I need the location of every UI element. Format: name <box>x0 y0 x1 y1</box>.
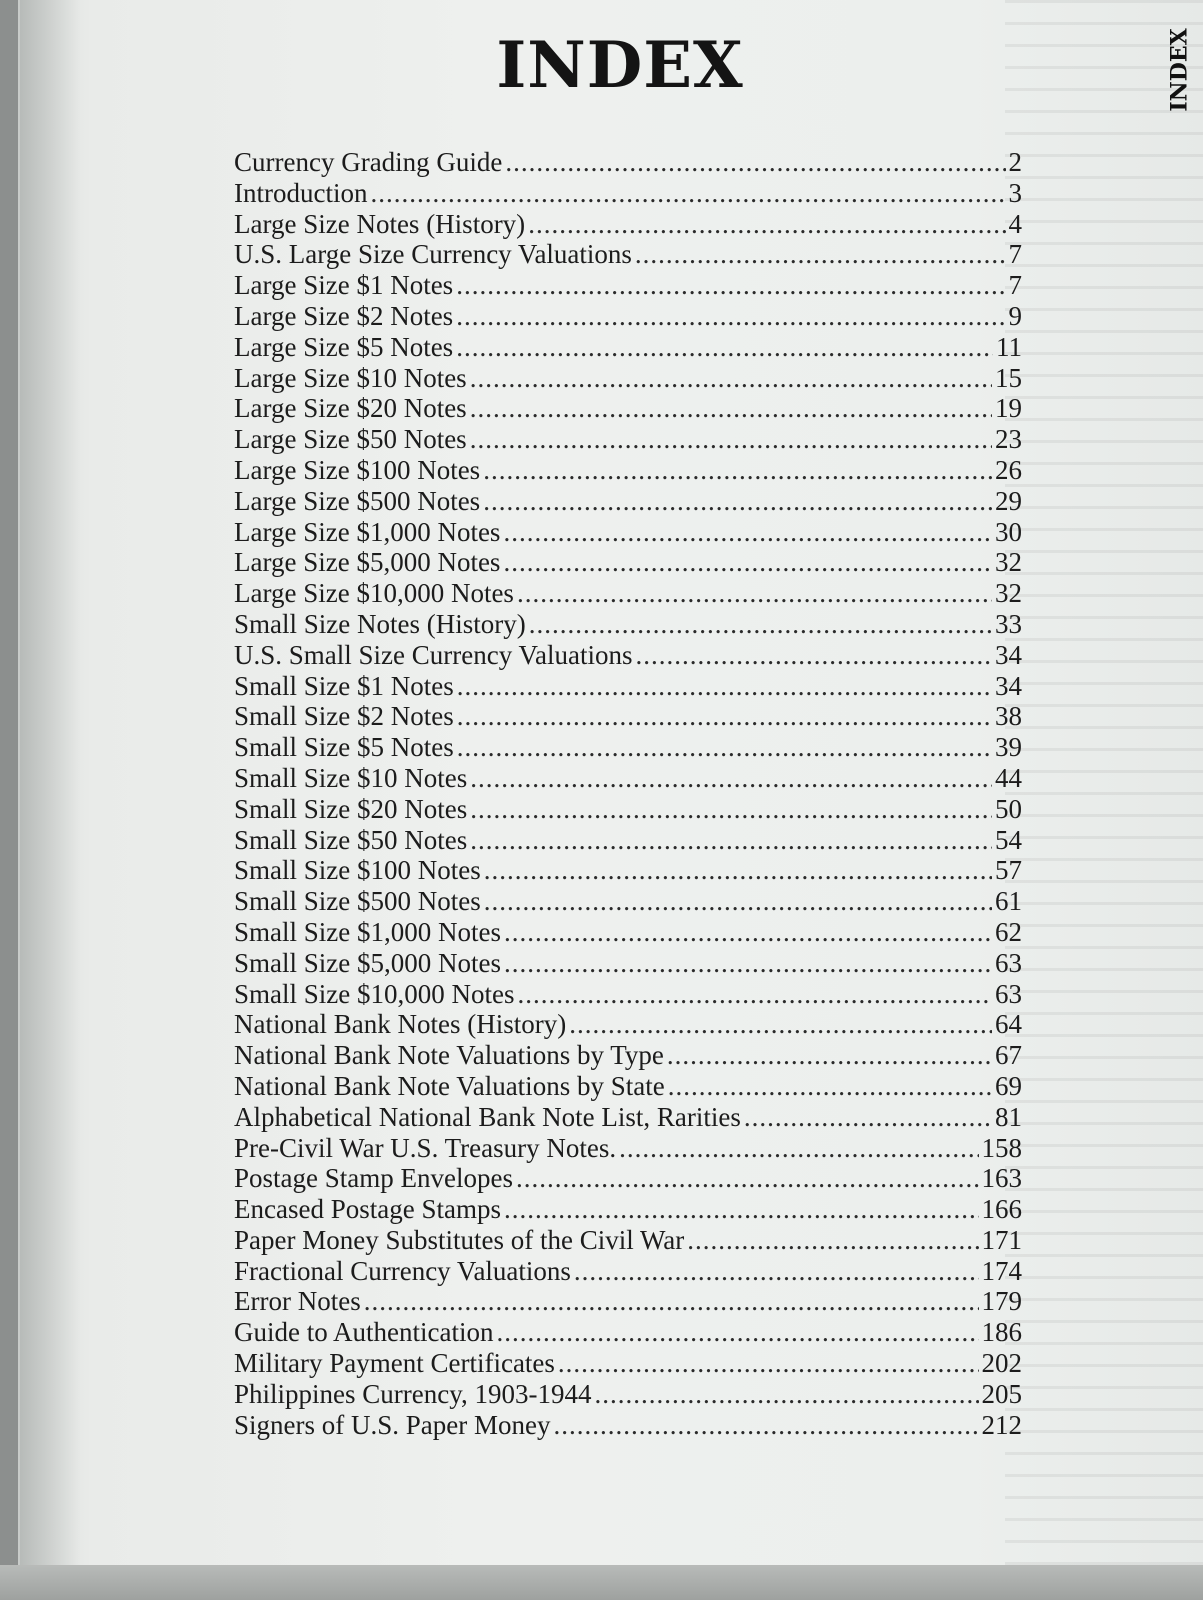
leader-dots <box>558 1348 979 1379</box>
page-gutter-shadow <box>20 0 80 1565</box>
leader-dots <box>635 640 992 671</box>
index-entry-label: Large Size $5,000 Notes <box>234 547 501 578</box>
index-entry <box>234 1225 1022 1256</box>
leader-dots <box>517 979 992 1010</box>
leader-dots <box>483 486 992 517</box>
leader-dots <box>457 732 992 763</box>
index-entry-label: Large Size $50 Notes <box>234 424 467 455</box>
leader-dots <box>470 763 992 794</box>
index-entry-label: Error Notes <box>234 1286 361 1317</box>
index-entry-page-number: 62 <box>995 916 1022 947</box>
index-entry <box>234 178 1022 209</box>
page-bottom-edge <box>0 1565 1203 1600</box>
index-entry-page-number: 2 <box>1008 147 1022 177</box>
side-tab-label: INDEX <box>1167 28 1194 112</box>
leader-dots <box>364 1286 979 1317</box>
index-entry-page-number: 57 <box>995 855 1022 886</box>
index-entry-label: Small Size $1 Notes <box>234 670 454 701</box>
index-entry <box>234 1348 1022 1379</box>
index-entry-label: Small Size Notes (History) <box>234 608 526 639</box>
index-entry-page-number: 50 <box>995 793 1022 824</box>
index-entry-page-number: 11 <box>996 331 1022 362</box>
leader-dots <box>484 886 992 917</box>
index-entry-label: Large Size Notes (History) <box>234 208 526 239</box>
index-entry-label: U.S. Small Size Currency Valuations <box>234 639 633 670</box>
leader-dots <box>619 1133 978 1164</box>
index-entry-label: Large Size $1,000 Notes <box>234 516 501 547</box>
index-entry-page-number: 166 <box>981 1194 1022 1225</box>
index-entry-label: Large Size $10,000 Notes <box>234 578 514 609</box>
leader-dots <box>504 1194 979 1225</box>
leader-dots <box>484 855 992 886</box>
index-entry <box>234 393 1022 424</box>
index-entry <box>234 1410 1022 1441</box>
index-entry <box>234 825 1022 856</box>
index-entry <box>234 1040 1022 1071</box>
index-entry <box>234 1163 1022 1194</box>
index-entry-label: Alphabetical National Bank Note List, Rarities <box>234 1101 741 1132</box>
index-entry-page-number: 205 <box>981 1378 1022 1409</box>
index-entry <box>234 732 1022 763</box>
index-entry-page-number: 32 <box>995 547 1022 578</box>
index-entry-label: Small Size $500 Notes <box>234 886 481 917</box>
index-entry-page-number: 44 <box>995 762 1022 793</box>
index-entry <box>234 455 1022 486</box>
leader-dots <box>516 1163 979 1194</box>
index-entry-label: Small Size $50 Notes <box>234 824 468 855</box>
index-entry-label: Paper Money Substitutes of the Civil War <box>234 1224 685 1255</box>
index-entry <box>234 517 1022 548</box>
index-entry <box>234 547 1022 578</box>
facing-page-bleed-through <box>1005 0 1203 1565</box>
leader-dots <box>635 239 1006 270</box>
index-entry <box>234 671 1022 702</box>
index-entry-page-number: 26 <box>995 454 1022 485</box>
leader-dots <box>553 1410 978 1441</box>
index-entry <box>234 948 1022 979</box>
leader-dots <box>667 1040 992 1071</box>
leader-dots <box>470 424 992 455</box>
leader-dots <box>503 517 992 548</box>
index-entry-label: Small Size $20 Notes <box>234 793 468 824</box>
index-entry <box>234 147 1022 178</box>
index-entry-label: Large Size $1 Notes <box>234 270 454 301</box>
index-entry-label: Large Size $2 Notes <box>234 300 454 331</box>
index-entry-page-number: 63 <box>995 978 1022 1009</box>
index-entry-page-number: 32 <box>995 578 1022 609</box>
index-entry <box>234 1379 1022 1410</box>
index-entry <box>234 1102 1022 1133</box>
index-entry-page-number: 38 <box>995 701 1022 732</box>
index-entry <box>234 1009 1022 1040</box>
index-entry-page-number: 30 <box>995 516 1022 547</box>
leader-dots <box>470 825 992 856</box>
index-entry-label: Large Size $10 Notes <box>234 362 467 393</box>
index-entry <box>234 794 1022 825</box>
index-entry <box>234 979 1022 1010</box>
index-entry-label: Philippines Currency, 1903-1944 <box>234 1378 592 1409</box>
index-entry <box>234 301 1022 332</box>
index-entry <box>234 609 1022 640</box>
index-entry-page-number: 33 <box>995 608 1022 639</box>
index-entry-page-number: 34 <box>995 639 1022 670</box>
index-entry-page-number: 202 <box>981 1348 1022 1379</box>
index-entry-page-number: 63 <box>995 947 1022 978</box>
leader-dots <box>668 1071 992 1102</box>
leader-dots <box>503 547 992 578</box>
index-entry-label: Military Payment Certificates <box>234 1348 555 1379</box>
leader-dots <box>483 455 992 486</box>
book-page <box>18 0 1203 1565</box>
index-entry-page-number: 174 <box>981 1255 1022 1286</box>
index-entry-label: National Bank Note Valuations by Type <box>234 1040 664 1071</box>
index-entry-label: National Bank Notes (History) <box>234 1009 567 1040</box>
leader-dots <box>470 393 992 424</box>
leader-dots <box>456 332 993 363</box>
index-entry <box>234 640 1022 671</box>
index-entry-label: Postage Stamp Envelopes <box>234 1163 513 1194</box>
index-entry-page-number: 7 <box>1008 239 1022 270</box>
index-entry <box>234 855 1022 886</box>
index-entry-page-number: 29 <box>995 485 1022 516</box>
leader-dots <box>456 301 1005 332</box>
leader-dots <box>504 917 992 948</box>
index-entry-page-number: 163 <box>981 1163 1022 1194</box>
index-entry <box>234 1286 1022 1317</box>
leader-dots <box>456 270 1005 301</box>
index-entry-page-number: 15 <box>995 362 1022 393</box>
leader-dots <box>569 1009 992 1040</box>
index-entry <box>234 1071 1022 1102</box>
leader-dots <box>457 701 992 732</box>
page-title: INDEX <box>496 28 744 103</box>
index-entry-page-number: 179 <box>981 1286 1022 1317</box>
leader-dots <box>470 794 992 825</box>
index-entry-label: Encased Postage Stamps <box>234 1194 501 1225</box>
index-entry-page-number: 34 <box>995 670 1022 701</box>
index-entry <box>234 701 1022 732</box>
leader-dots <box>505 147 1005 178</box>
leader-dots <box>528 209 1005 240</box>
index-entry-label: National Bank Note Valuations by State <box>234 1070 665 1101</box>
leader-dots <box>470 363 992 394</box>
index-entry <box>234 886 1022 917</box>
index-entry-page-number: 171 <box>981 1224 1022 1255</box>
side-thumb-tab <box>1160 20 1200 120</box>
index-entry-page-number: 4 <box>1008 208 1022 239</box>
index-entry-label: U.S. Large Size Currency Valuations <box>234 239 632 270</box>
index-entry-page-number: 9 <box>1008 300 1022 331</box>
index-entry <box>234 239 1022 270</box>
index-entry-page-number: 61 <box>995 886 1022 917</box>
leader-dots <box>504 948 992 979</box>
index-entry-page-number: 7 <box>1008 270 1022 301</box>
index-entry <box>234 763 1022 794</box>
index-entry-page-number: 186 <box>981 1317 1022 1348</box>
leader-dots <box>687 1225 978 1256</box>
index-entry-label: Large Size $5 Notes <box>234 331 454 362</box>
leader-dots <box>529 609 992 640</box>
index-entry-label: Small Size $5,000 Notes <box>234 947 501 978</box>
index-entry <box>234 1133 1022 1164</box>
index-entry-page-number: 81 <box>995 1101 1022 1132</box>
index-entry <box>234 486 1022 517</box>
index-entry-label: Small Size $10 Notes <box>234 762 468 793</box>
index-entry <box>234 209 1022 240</box>
index-entry <box>234 578 1022 609</box>
leader-dots <box>574 1256 979 1287</box>
index-entry-page-number: 54 <box>995 824 1022 855</box>
index-entry <box>234 917 1022 948</box>
index-entry-label: Large Size $20 Notes <box>234 393 467 424</box>
leader-dots <box>744 1102 992 1133</box>
index-entry-page-number: 39 <box>995 732 1022 763</box>
index-entry-label: Introduction <box>234 177 368 208</box>
index-entry-page-number: 19 <box>995 393 1022 424</box>
index-entry <box>234 1256 1022 1287</box>
index-entry-label: Small Size $100 Notes <box>234 855 481 886</box>
index-entry-label: Small Size $2 Notes <box>234 701 454 732</box>
leader-dots <box>496 1317 978 1348</box>
index-entry <box>234 1194 1022 1225</box>
index-entry-page-number: 64 <box>995 1009 1022 1040</box>
index-entry <box>234 424 1022 455</box>
index-entry <box>234 1317 1022 1348</box>
index-entry-label: Fractional Currency Valuations <box>234 1255 571 1286</box>
index-entry <box>234 270 1022 301</box>
leader-dots <box>457 671 992 702</box>
index-entry <box>234 332 1022 363</box>
index-entry-label: Large Size $100 Notes <box>234 454 481 485</box>
index-entry-page-number: 69 <box>995 1070 1022 1101</box>
index-entry-label: Pre-Civil War U.S. Treasury Notes. <box>234 1132 617 1163</box>
index-entry-page-number: 67 <box>995 1040 1022 1071</box>
index-entry-label: Guide to Authentication <box>234 1317 494 1348</box>
index-entry-page-number: 23 <box>995 424 1022 455</box>
index-entry-page-number: 212 <box>981 1409 1022 1440</box>
index-entry <box>234 363 1022 394</box>
index-entry-label: Signers of U.S. Paper Money <box>234 1409 551 1440</box>
index-entry-page-number: 3 <box>1008 177 1022 208</box>
leader-dots <box>370 178 1005 209</box>
index-entry-label: Small Size $5 Notes <box>234 732 454 763</box>
index-entry-label: Small Size $1,000 Notes <box>234 916 501 947</box>
index-entry-page-number: 158 <box>981 1132 1022 1163</box>
index-entry-label: Small Size $10,000 Notes <box>234 978 515 1009</box>
leader-dots <box>517 578 992 609</box>
leader-dots <box>594 1379 978 1410</box>
index-entry-label: Currency Grading Guide <box>234 147 503 177</box>
index-entry-label: Large Size $500 Notes <box>234 485 481 516</box>
index-list <box>234 147 1022 1440</box>
